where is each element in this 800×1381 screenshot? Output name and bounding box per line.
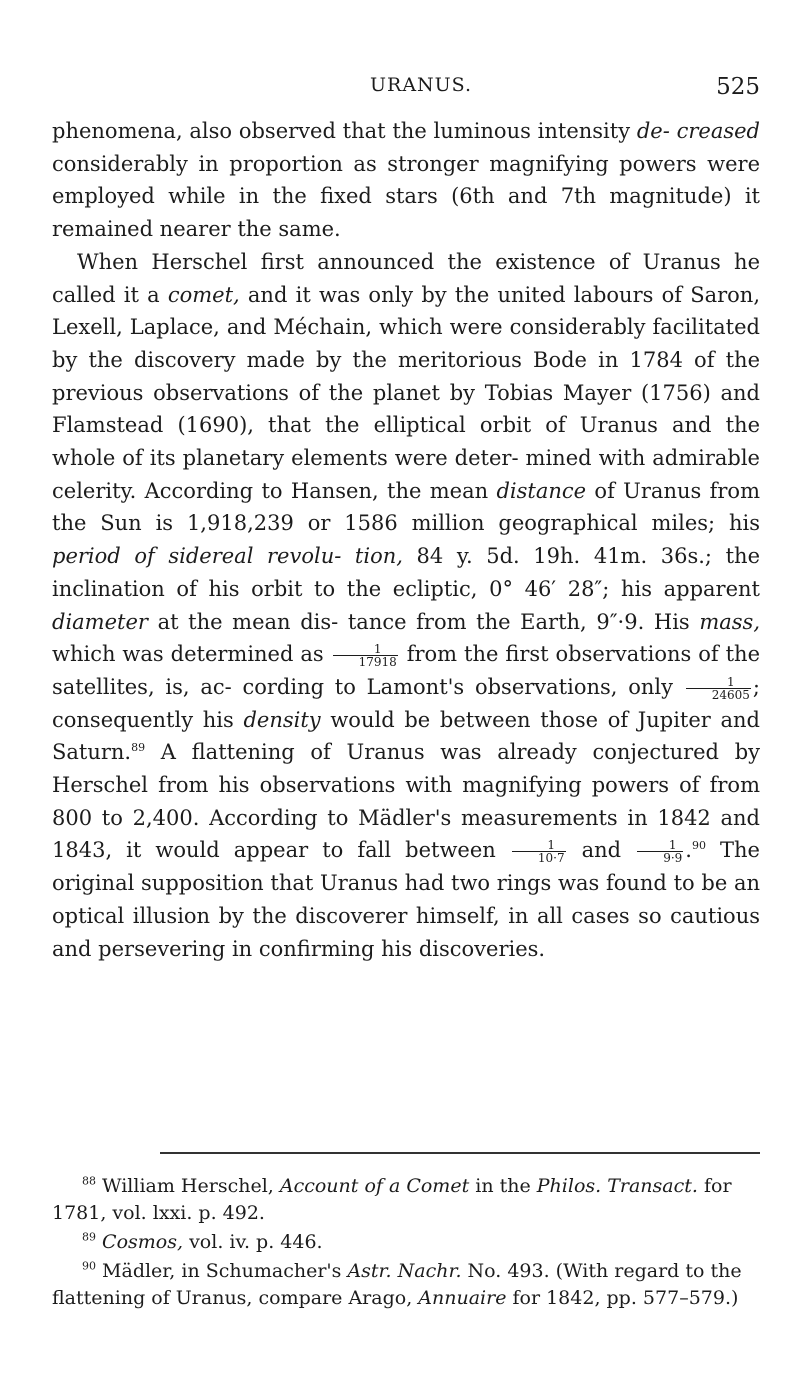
emphasis: distance [496,478,587,503]
footnotes [52,1173,760,1312]
footnote-mark: 89 [82,1230,96,1244]
main-text [52,115,760,965]
text-run: from the first observations of the satellites, is, ac- cording to Lamont's observations, only [52,642,760,699]
fraction-mass-lamont [686,676,751,701]
text-run: in the [469,1175,537,1197]
paragraph-1 [52,115,760,246]
emphasis: Cosmos, [102,1231,184,1253]
fraction-numerator: 1 [727,674,735,689]
text-run: and [567,838,636,863]
text-run: and it was only by the united labours of Saron, Lexell, Laplace, and Méchain, which were considerably facilitated by the discovery made by the meritorious Bode in 1784 of the previous observations of the planet by Tobias Mayer (1756) and Flamstead (1690), that the elliptical orbit of Uranus and the whole of its planetary elements were deter- mined with admirable celerity. According to Hansen, the mean [52,282,760,503]
text-run: A flattening of Uranus was already conjectured by Herschel from his observations with magnifying powers of from 800 to 2,400. According to Mädler's measurements in 1842 and 1843, it would appear to fall between [52,740,760,863]
fraction-numerator: 1 [373,642,382,657]
fraction-numerator: 1 [547,838,556,853]
fraction-denominator: 17918 [333,655,398,668]
footnote-mark: 88 [82,1174,96,1188]
text-run: vol. iv. p. 446. [183,1231,323,1253]
running-head [0,74,800,102]
fraction-denominator: 9·9 [637,851,683,864]
text-run: would be between those of Jupiter and Saturn. [52,707,760,765]
fraction-numerator: 1 [668,838,677,853]
paragraph-2 [52,246,760,965]
emphasis: period of sidereal revolu- tion, [52,544,403,569]
emphasis: density [243,707,321,732]
text-run: for 1781, vol. lxxi. p. 492. [52,1175,732,1224]
text-run: . [685,838,692,863]
emphasis: mass, [699,609,760,634]
text-run: phenomena, also observed that the luminous intensity [52,119,637,143]
footnote-mark: 90 [82,1259,96,1273]
text-run: 84 y. 5d. 19h. 41m. 36s.; the inclination of his orbit to the ecliptic, 0° 46′ 28″; his apparent [52,544,761,601]
text-run: for 1842, pp. 577–579.) [506,1287,739,1309]
text-run: No. 493. (With regard to the flattening of Uranus, compare Arago, [52,1260,742,1309]
emphasis: Annuaire [418,1287,507,1309]
text-run: considerably in proportion as stronger magnifying powers were employed while in the fixed stars (6th and 7th magnitude) it remained nearer the same. [52,151,760,242]
text-run: The original supposition that Uranus had two rings was found to be an optical illusion by the discoverer himself, in all cases so cautious and persevering in confirming his discoveries. [52,838,760,961]
text-run: which was determined as [52,642,331,667]
fraction-flattening-b [637,839,683,864]
footnote-divider [160,1152,760,1154]
text-run: William Herschel, [96,1175,280,1197]
emphasis: Philos. Transact. [536,1175,698,1197]
fraction-denominator: 24605 [686,688,751,701]
footnote-ref: 90 [691,839,706,853]
footnote-ref: 89 [131,741,146,755]
emphasis: Astr. Nachr. [347,1260,462,1282]
text-run: ; consequently his [52,674,760,732]
fraction-denominator: 10·7 [512,851,566,864]
page-number: 525 [716,74,760,100]
text-run: When Herschel first announced the existence of Uranus he called it a [52,249,760,307]
emphasis: de- creased [636,119,760,143]
fraction-mass [333,643,398,668]
emphasis: diameter [52,609,148,634]
fraction-flattening-a [512,839,566,864]
footnote-89 [52,1229,760,1256]
emphasis: Account of a Comet [279,1175,470,1197]
footnote-88 [52,1173,760,1227]
text-run: at the mean dis- tance from the Earth, 9″·9. His [147,609,700,634]
running-head-title: URANUS. [370,74,473,96]
text-run: of Uranus from the Sun is 1,918,239 or 1586 million geographical miles; his [52,478,760,536]
emphasis: comet, [167,282,240,307]
footnote-90 [52,1258,760,1312]
text-run: Mädler, in Schumacher's [96,1260,348,1282]
